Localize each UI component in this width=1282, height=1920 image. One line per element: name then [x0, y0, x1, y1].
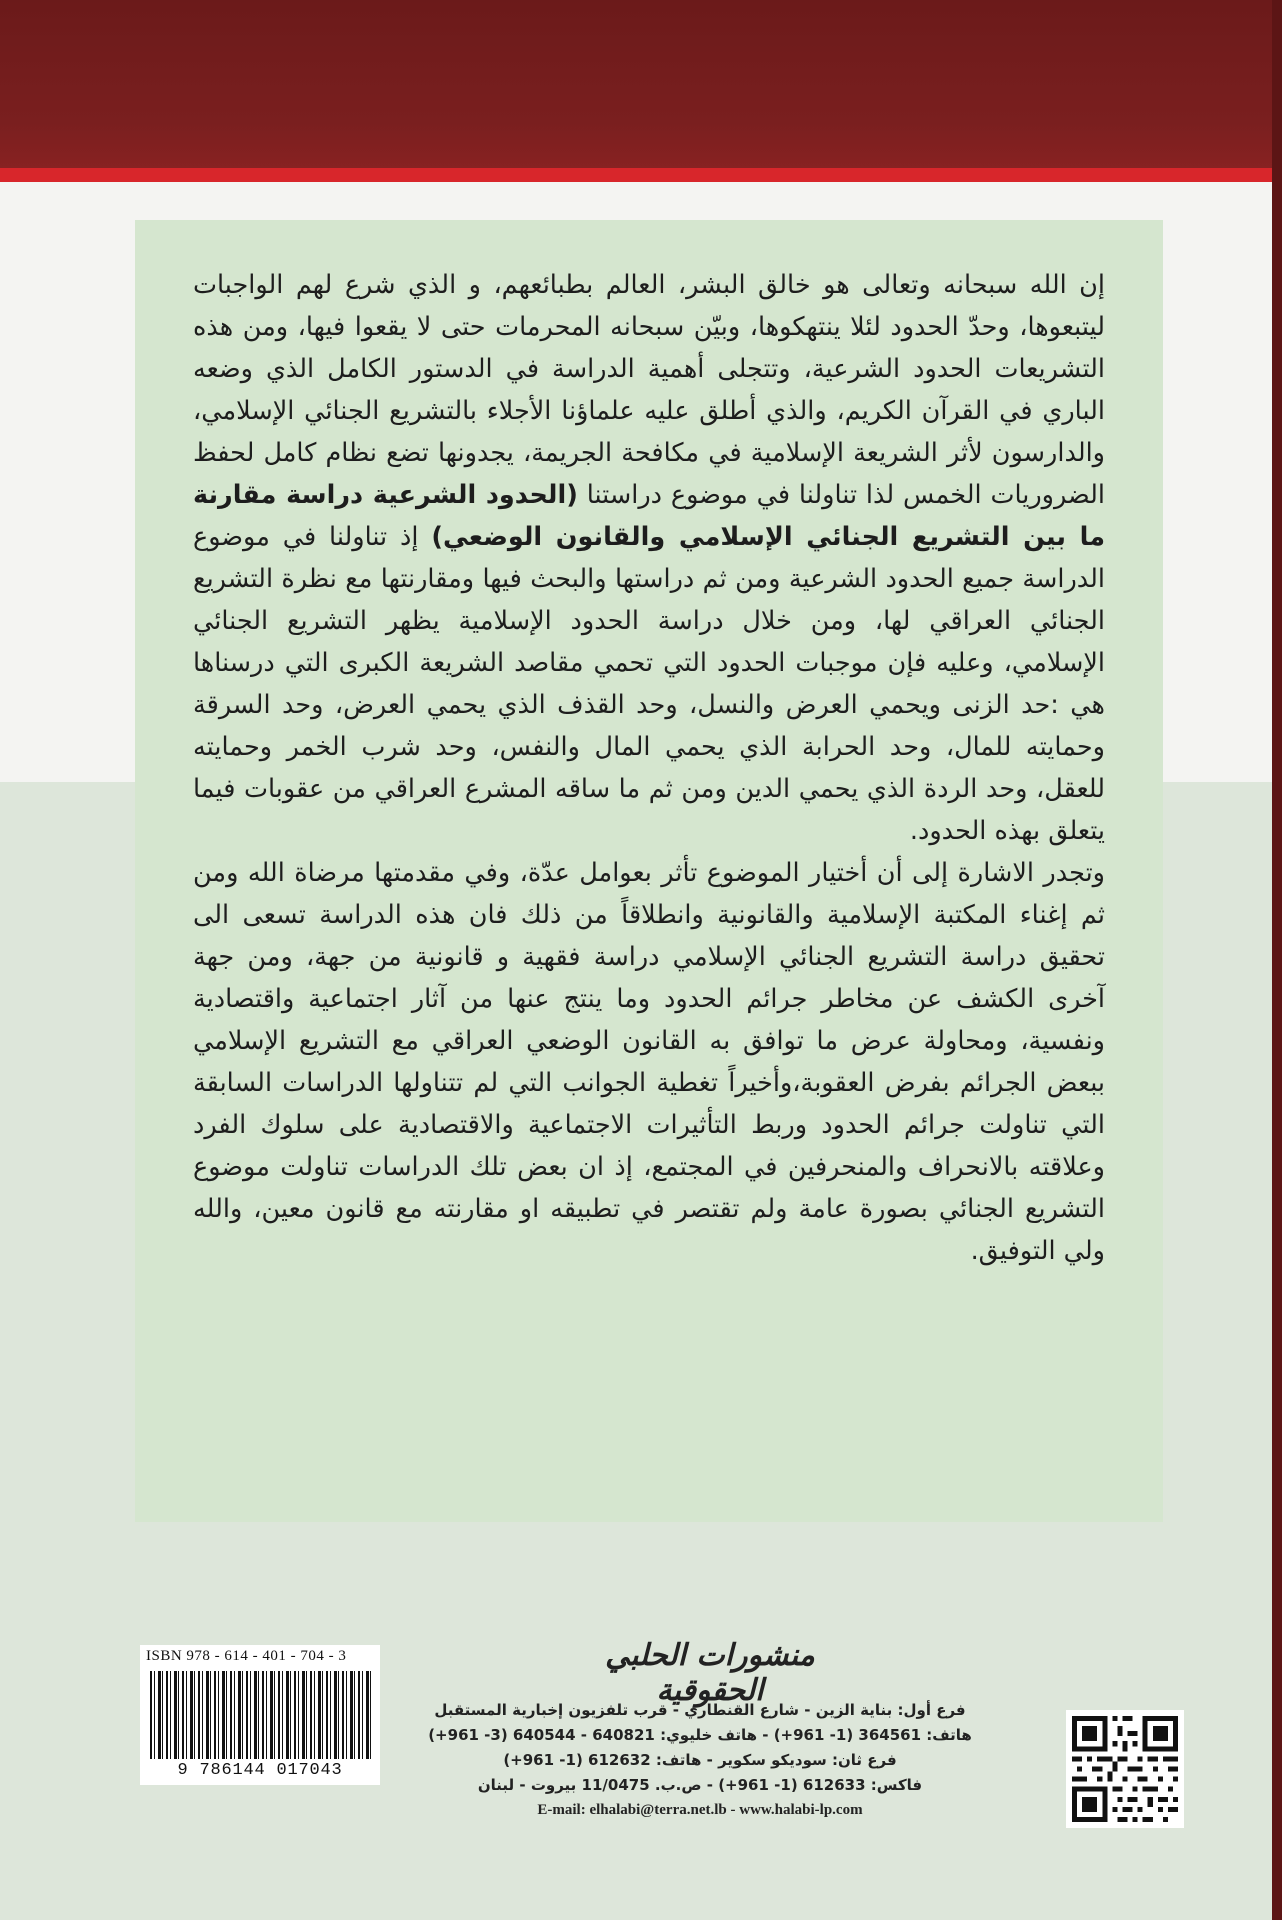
- barcode-icon: [150, 1671, 372, 1759]
- qr-code-icon: [1066, 1710, 1184, 1828]
- publisher-address: [420, 1698, 980, 1823]
- cover-top-band: [0, 0, 1282, 175]
- isbn-label: ISBN 978 - 614 - 401 - 704 - 3: [146, 1648, 347, 1664]
- barcode-digits: 9 786144 017043: [177, 1761, 343, 1780]
- book-title-inline: (الحدود الشرعية دراسة مقارنة ما بين التشريع الجنائي الإسلامي والقانون الوضعي): [193, 480, 1106, 552]
- blurb-continuation: إذ تناولنا في موضوع الدراسة جميع الحدود الشرعية ومن ثم دراستها والبحث فيها ومقارنتها مع نظرة التشريع الجنائي العراقي لها، ومن خلال دراسة الحدود الإسلامية يظهر التشريع الجنائي الإسلامي، وعليه فإن موجبات الحدود التي تحمي مقاصد الشريعة الكبرى التي درسناها هي :حد الزنى ويحمي العرض والنسل، وحد القذف الذي يحمي العرض، وحد السرقة وحمايته للمال، وحد الحرابة الذي يحمي المال والنفس، وحد شرب الخمر وحمايته للعقل، وحد الردة الذي يحمي الدين ومن ثم ما ساقه المشرع العراقي من عقوبات فيما يتعلق بهذه الحدود.: [193, 522, 1105, 846]
- cover-right-edge: [1272, 0, 1282, 1920]
- blurb-paragraph-1: [193, 264, 1105, 852]
- address-line-2: هاتف: 364561 (1- 961+) - هاتف خليوي: 640821 - 640544 (3- 961+): [428, 1726, 972, 1744]
- publisher-logo: منشورات الحلبي الحقوقية: [605, 1638, 815, 1708]
- email-web-line: E-mail: elhalabi@terra.net.lb - www.halabi-lp.com: [537, 1802, 863, 1818]
- blurb-box: [135, 220, 1163, 1522]
- blurb-paragraph-2: وتجدر الاشارة إلى أن أختيار الموضوع تأثر بعوامل عدّة، وفي مقدمتها مرضاة الله ومن ثم إغناء المكتبة الإسلامية والقانونية وانطلاقاً من ذلك فان هذه الدراسة تسعى الى تحقيق دراسة التشريع الجنائي الإسلامي دراسة فقهية و قانونية من جهة، ومن جهة آخرى الكشف عن مخاطر جرائم الحدود وما ينتج عنها من آثار اجتماعية واقتصادية ونفسية، ومحاولة عرض ما توافق به القانون الوضعي العراقي مع التشريع الإسلامي ببعض الجرائم بفرض العقوبة،وأخيراً تغطية الجوانب التي لم تتناولها الدراسات السابقة التي تناولت جرائم الحدود وربط التأثيرات الاجتماعية والاقتصادية على سلوك الفرد وعلاقته بالانحراف والمنحرفين في المجتمع، إذ ان بعض تلك الدراسات تناولت موضوع التشريع الجنائي بصورة عامة ولم تقتصر في تطبيقه او مقارنته مع قانون معين، والله ولي التوفيق.: [193, 858, 1105, 1266]
- cover-red-stripe: [0, 168, 1282, 182]
- address-line-3: فرع ثان: سوديكو سكوير - هاتف: 612632 (1- 961+): [503, 1751, 897, 1769]
- address-line-4: فاكس: 612633 (1- 961+) - ص.ب. 11/0475 بيروت - لبنان: [477, 1776, 923, 1794]
- blurb-intro: إن الله سبحانه وتعالى هو خالق البشر، العالم بطبائعهم، و الذي شرع لهم الواجبات ليتبعوها، وحدّ الحدود لئلا ينتهكوها، وبيّن سبحانه المحرمات حتى لا يقعوا فيها، ومن هذه التشريعات الحدود الشرعية، وتتجلى أهمية الدراسة في الدستور الكامل الذي وضعه الباري في القرآن الكريم، والذي أطلق عليه علماؤنا الأجلاء بالتشريع الجنائي الإسلامي، والدارسون لأثر الشريعة الإسلامية في مكافحة الجريمة، يجدونها تضع نظام كامل لحفظ الضروريات الخمس لذا تناولنا في موضوع دراستنا: [193, 270, 1105, 510]
- isbn-barcode-block: [140, 1645, 380, 1785]
- address-line-1: فرع أول: بناية الزين - شارع القنطاري - قرب تلفزيون إخبارية المستقبل: [434, 1701, 966, 1719]
